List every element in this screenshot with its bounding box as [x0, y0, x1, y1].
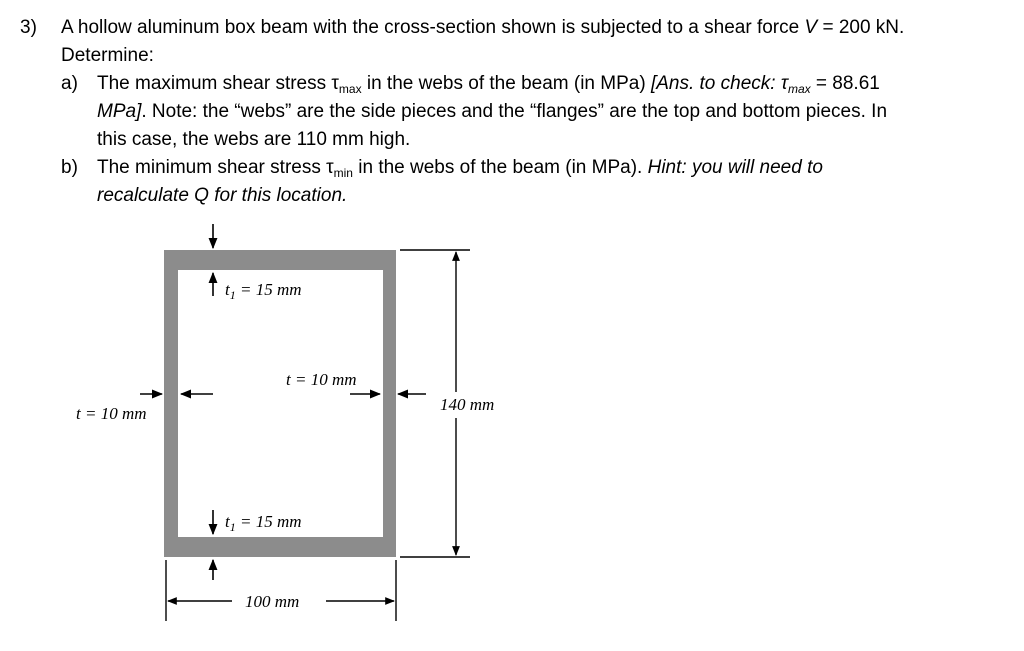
part-a-answer-value: = 88.61 [810, 73, 880, 94]
part-b-mid: in the webs of the beam (in MPa). [352, 157, 648, 178]
problem-number: 3) [20, 17, 37, 38]
part-a-line3: this case, the webs are 110 mm high. [97, 129, 411, 150]
t1-top-value: = 15 mm [235, 280, 302, 299]
part-a-label: a) [61, 73, 78, 94]
part-a-mid: in the webs of the beam (in MPa) [361, 73, 651, 94]
problem-intro-line2: Determine: [61, 45, 154, 66]
part-b-label: b) [61, 157, 78, 178]
part-a-pre: The maximum shear stress τ [97, 73, 339, 94]
part-b-hint: Hint: you will need to [647, 157, 823, 178]
part-a-note: . Note: the “webs” are the side pieces and the “flanges” are the top and bottom pieces. In [141, 101, 888, 122]
t-left-label: t = 10 mm [76, 404, 147, 423]
t1-bottom-value: = 15 mm [235, 512, 302, 531]
part-b-line2: recalculate Q for this location. [97, 185, 348, 206]
part-b-pre: The minimum shear stress τ [97, 157, 334, 178]
t1-bottom-label [225, 512, 302, 532]
part-a-answer-unit: MPa] [97, 101, 142, 122]
t1-top-symbol: t [225, 280, 230, 299]
t1-bottom-sub: 1 [229, 520, 236, 534]
part-a-answer-sub: max [787, 82, 811, 96]
part-a-sub: max [338, 82, 362, 96]
t1-top-label [225, 280, 302, 300]
intro-variable: V [804, 17, 818, 38]
height-dimension-label: 140 mm [440, 395, 495, 414]
intro-text: A hollow aluminum box beam with the cross-section shown is subjected to a shear force [61, 17, 805, 38]
part-a-answer: [Ans. to check: τ [650, 73, 788, 94]
t1-top-sub: 1 [229, 288, 236, 302]
part-b-sub: min [333, 166, 353, 180]
t1-bottom-symbol: t [225, 512, 230, 531]
t-inner-label: t = 10 mm [286, 370, 357, 389]
width-dimension-label: 100 mm [245, 592, 300, 611]
intro-value: = 200 kN. [817, 17, 905, 38]
